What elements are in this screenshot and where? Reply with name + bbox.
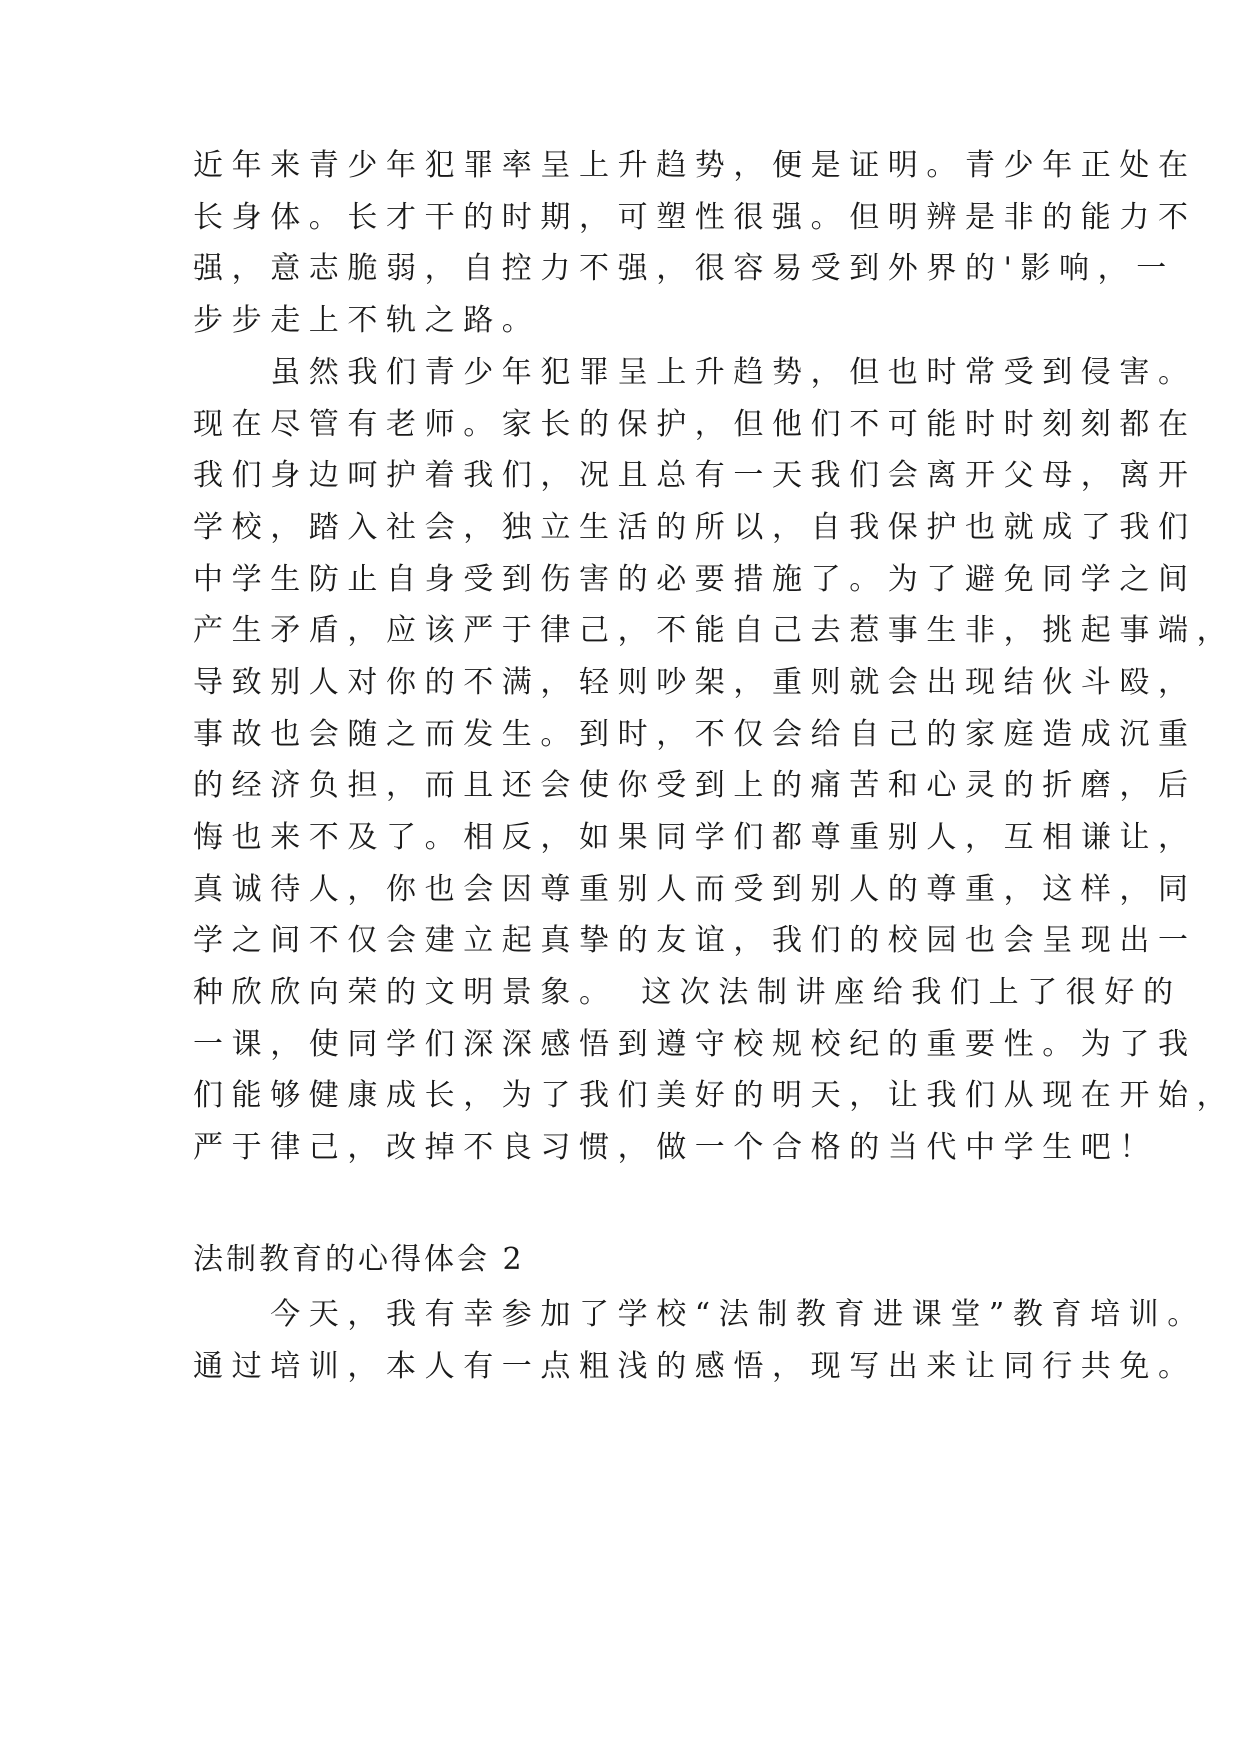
paragraph-2-line: 中学生防止自身受到伤害的必要措施了。为了避免同学之间 — [193, 562, 1197, 597]
paragraph-1-line: 强，意志脆弱，自控力不强，很容易受到外界的'影响，一 — [193, 251, 1175, 286]
paragraph-2-line: 的经济负担，而且还会使你受到上的痛苦和心灵的折磨，后 — [193, 768, 1197, 803]
paragraph-2-line: 虽然我们青少年犯罪呈上升趋势，但也时常受到侵害。 — [193, 355, 1197, 390]
paragraph-2-line: 悔也来不及了。相反，如果同学们都尊重别人，互相谦让， — [193, 820, 1197, 855]
paragraph-1-line: 长身体。长才干的时期，可塑性很强。但明辨是非的能力不 — [193, 200, 1197, 235]
paragraph-2-line: 们能够健康成长，为了我们美好的明天，让我们从现在开始， — [193, 1078, 1236, 1113]
paragraph-2-line: 产生矛盾，应该严于律己，不能自己去惹事生非，挑起事端， — [193, 613, 1236, 648]
paragraph-2-line: 严于律己，改掉不良习惯，做一个合格的当代中学生吧！ — [193, 1130, 1158, 1165]
paragraph-2-line: 一课，使同学们深深感悟到遵守校规校纪的重要性。为了我 — [193, 1027, 1197, 1062]
paragraph-2-line: 导致别人对你的不满，轻则吵架，重则就会出现结伙斗殴， — [193, 665, 1197, 700]
paragraph-2-line: 现在尽管有老师。家长的保护，但他们不可能时时刻刻都在 — [193, 407, 1197, 442]
paragraph-2-line: 我们身边呵护着我们，况且总有一天我们会离开父母，离开 — [193, 458, 1197, 493]
paragraph-2-line: 种欣欣向荣的文明景象。 这次法制讲座给我们上了很好的 — [193, 975, 1182, 1010]
paragraph-2-line: 学校，踏入社会，独立生活的所以，自我保护也就成了我们 — [193, 510, 1197, 545]
paragraph-2-line: 真诚待人，你也会因尊重别人而受到别人的尊重，这样，同 — [193, 872, 1197, 907]
paragraph-2-line: 事故也会随之而发生。到时，不仅会给自己的家庭造成沉重 — [193, 717, 1197, 752]
paragraph-3-line: 今天，我有幸参加了学校“法制教育进课堂”教育培训。 — [193, 1297, 1206, 1332]
paragraph-1-line: 步步走上不轨之路。 — [193, 303, 541, 338]
paragraph-1-line: 近年来青少年犯罪率呈上升趋势，便是证明。青少年正处在 — [193, 148, 1197, 183]
section-heading: 法制教育的心得体会 2 — [193, 1242, 525, 1277]
paragraph-3-line: 通过培训，本人有一点粗浅的感悟，现写出来让同行共免。 — [193, 1349, 1197, 1384]
paragraph-2-line: 学之间不仅会建立起真挚的友谊，我们的校园也会呈现出一 — [193, 923, 1197, 958]
